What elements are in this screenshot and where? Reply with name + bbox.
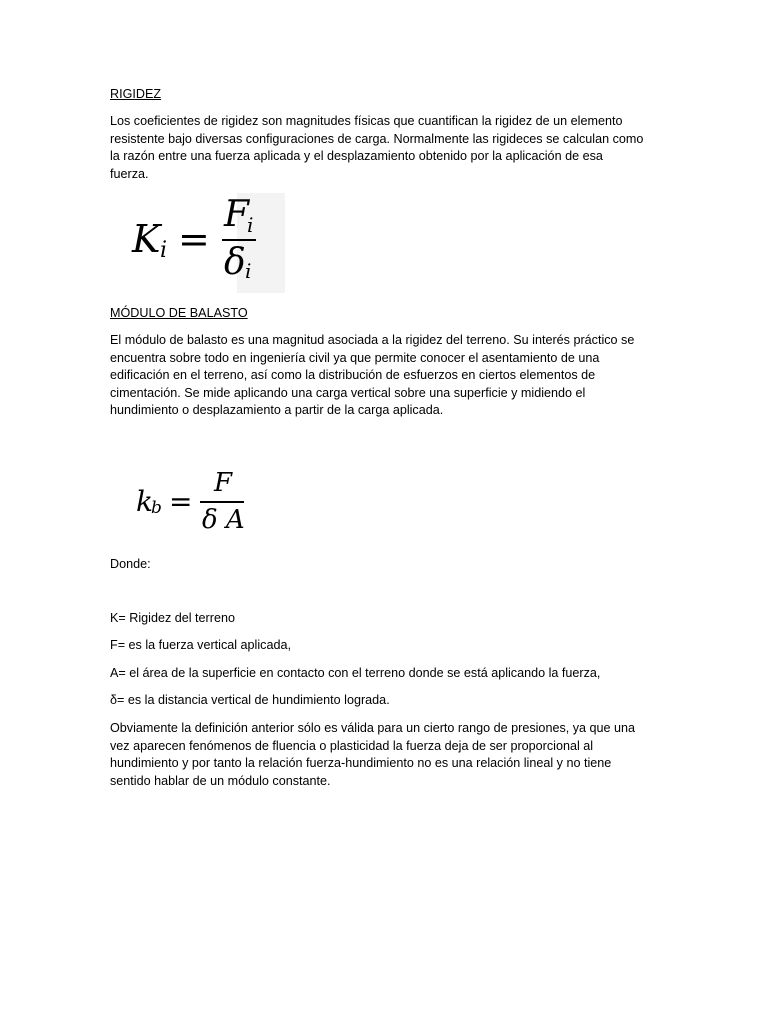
formula-equals: =	[169, 485, 193, 518]
paragraph-line: Obviamente la definición anterior sólo es válida para un cierto rango de presiones, ya que una	[110, 721, 636, 735]
formula-lhs-subscript: i	[160, 238, 168, 263]
formula-numerator-subscript: i	[247, 213, 254, 237]
formula-lhs-symbol: k	[136, 485, 153, 518]
definition-item-f: F= es la fuerza vertical aplicada,	[110, 638, 291, 652]
heading-modulo-balasto: MÓDULO DE BALASTO	[110, 306, 248, 320]
formula-denominator-symbol: δ	[224, 242, 246, 283]
paragraph-modulo-balasto	[110, 332, 650, 420]
paragraph-rigidez	[110, 113, 650, 183]
paragraph-line: cimentación. Se mide aplicando una carga vertical sobre una superficie y midiendo el	[110, 385, 586, 400]
formula-lhs-subscript: b	[151, 498, 162, 518]
fraction-bar	[222, 239, 256, 241]
fraction-bar	[200, 501, 244, 503]
paragraph-line: sentido hablar de un módulo constante.	[110, 773, 331, 788]
formula-denominator-subscript: i	[245, 259, 252, 283]
paragraph-line: vez aparecen fenómenos de fluencia o plasticidad la fuerza deja de ser proporcional al	[110, 738, 594, 753]
paragraph-closing	[110, 720, 650, 790]
formula-numerator: F	[214, 468, 233, 498]
paragraph-line: El módulo de balasto es una magnitud asociada a la rigidez del terreno. Su interés práctico se	[110, 333, 635, 347]
formula-modulo-balasto	[136, 468, 256, 538]
formula-denominator: δ A	[202, 505, 245, 535]
paragraph-line: fuerza.	[110, 166, 149, 181]
paragraph-line: edificación en el terreno, así como la distribución de esfuerzos en ciertos elementos de	[110, 368, 596, 382]
formula-rigidez	[132, 193, 292, 293]
definitions-intro: Donde:	[110, 557, 151, 571]
formula-equals: =	[178, 217, 210, 261]
paragraph-line: la razón entre una fuerza aplicada y el desplazamiento obtenido por la aplicación de esa	[110, 149, 603, 163]
heading-rigidez: RIGIDEZ	[110, 87, 162, 101]
definition-item-k: K= Rigidez del terreno	[110, 611, 235, 625]
paragraph-line: resistente bajo diversas configuraciones de carga. Normalmente las rigideces se calculan como	[110, 131, 644, 146]
paragraph-line: hundimiento y por tanto la relación fuerza-hundimiento no es una relación lineal y no tiene	[110, 756, 612, 770]
paragraph-line: encuentra sobre todo en ingeniería civil ya que permite conocer el asentamiento de una	[110, 350, 600, 365]
formula-lhs-symbol: K	[132, 217, 161, 261]
paragraph-line: Los coeficientes de rigidez son magnitudes físicas que cuantifican la rigidez de un elemento	[110, 114, 623, 128]
definition-item-a: A= el área de la superficie en contacto con el terreno donde se está aplicando la fuerza,	[110, 666, 601, 680]
paragraph-line: hundimiento o desplazamiento a partir de la carga aplicada.	[110, 403, 444, 417]
definition-item-delta: δ= es la distancia vertical de hundimiento lograda.	[110, 693, 390, 707]
formula-numerator-symbol: F	[224, 194, 249, 235]
